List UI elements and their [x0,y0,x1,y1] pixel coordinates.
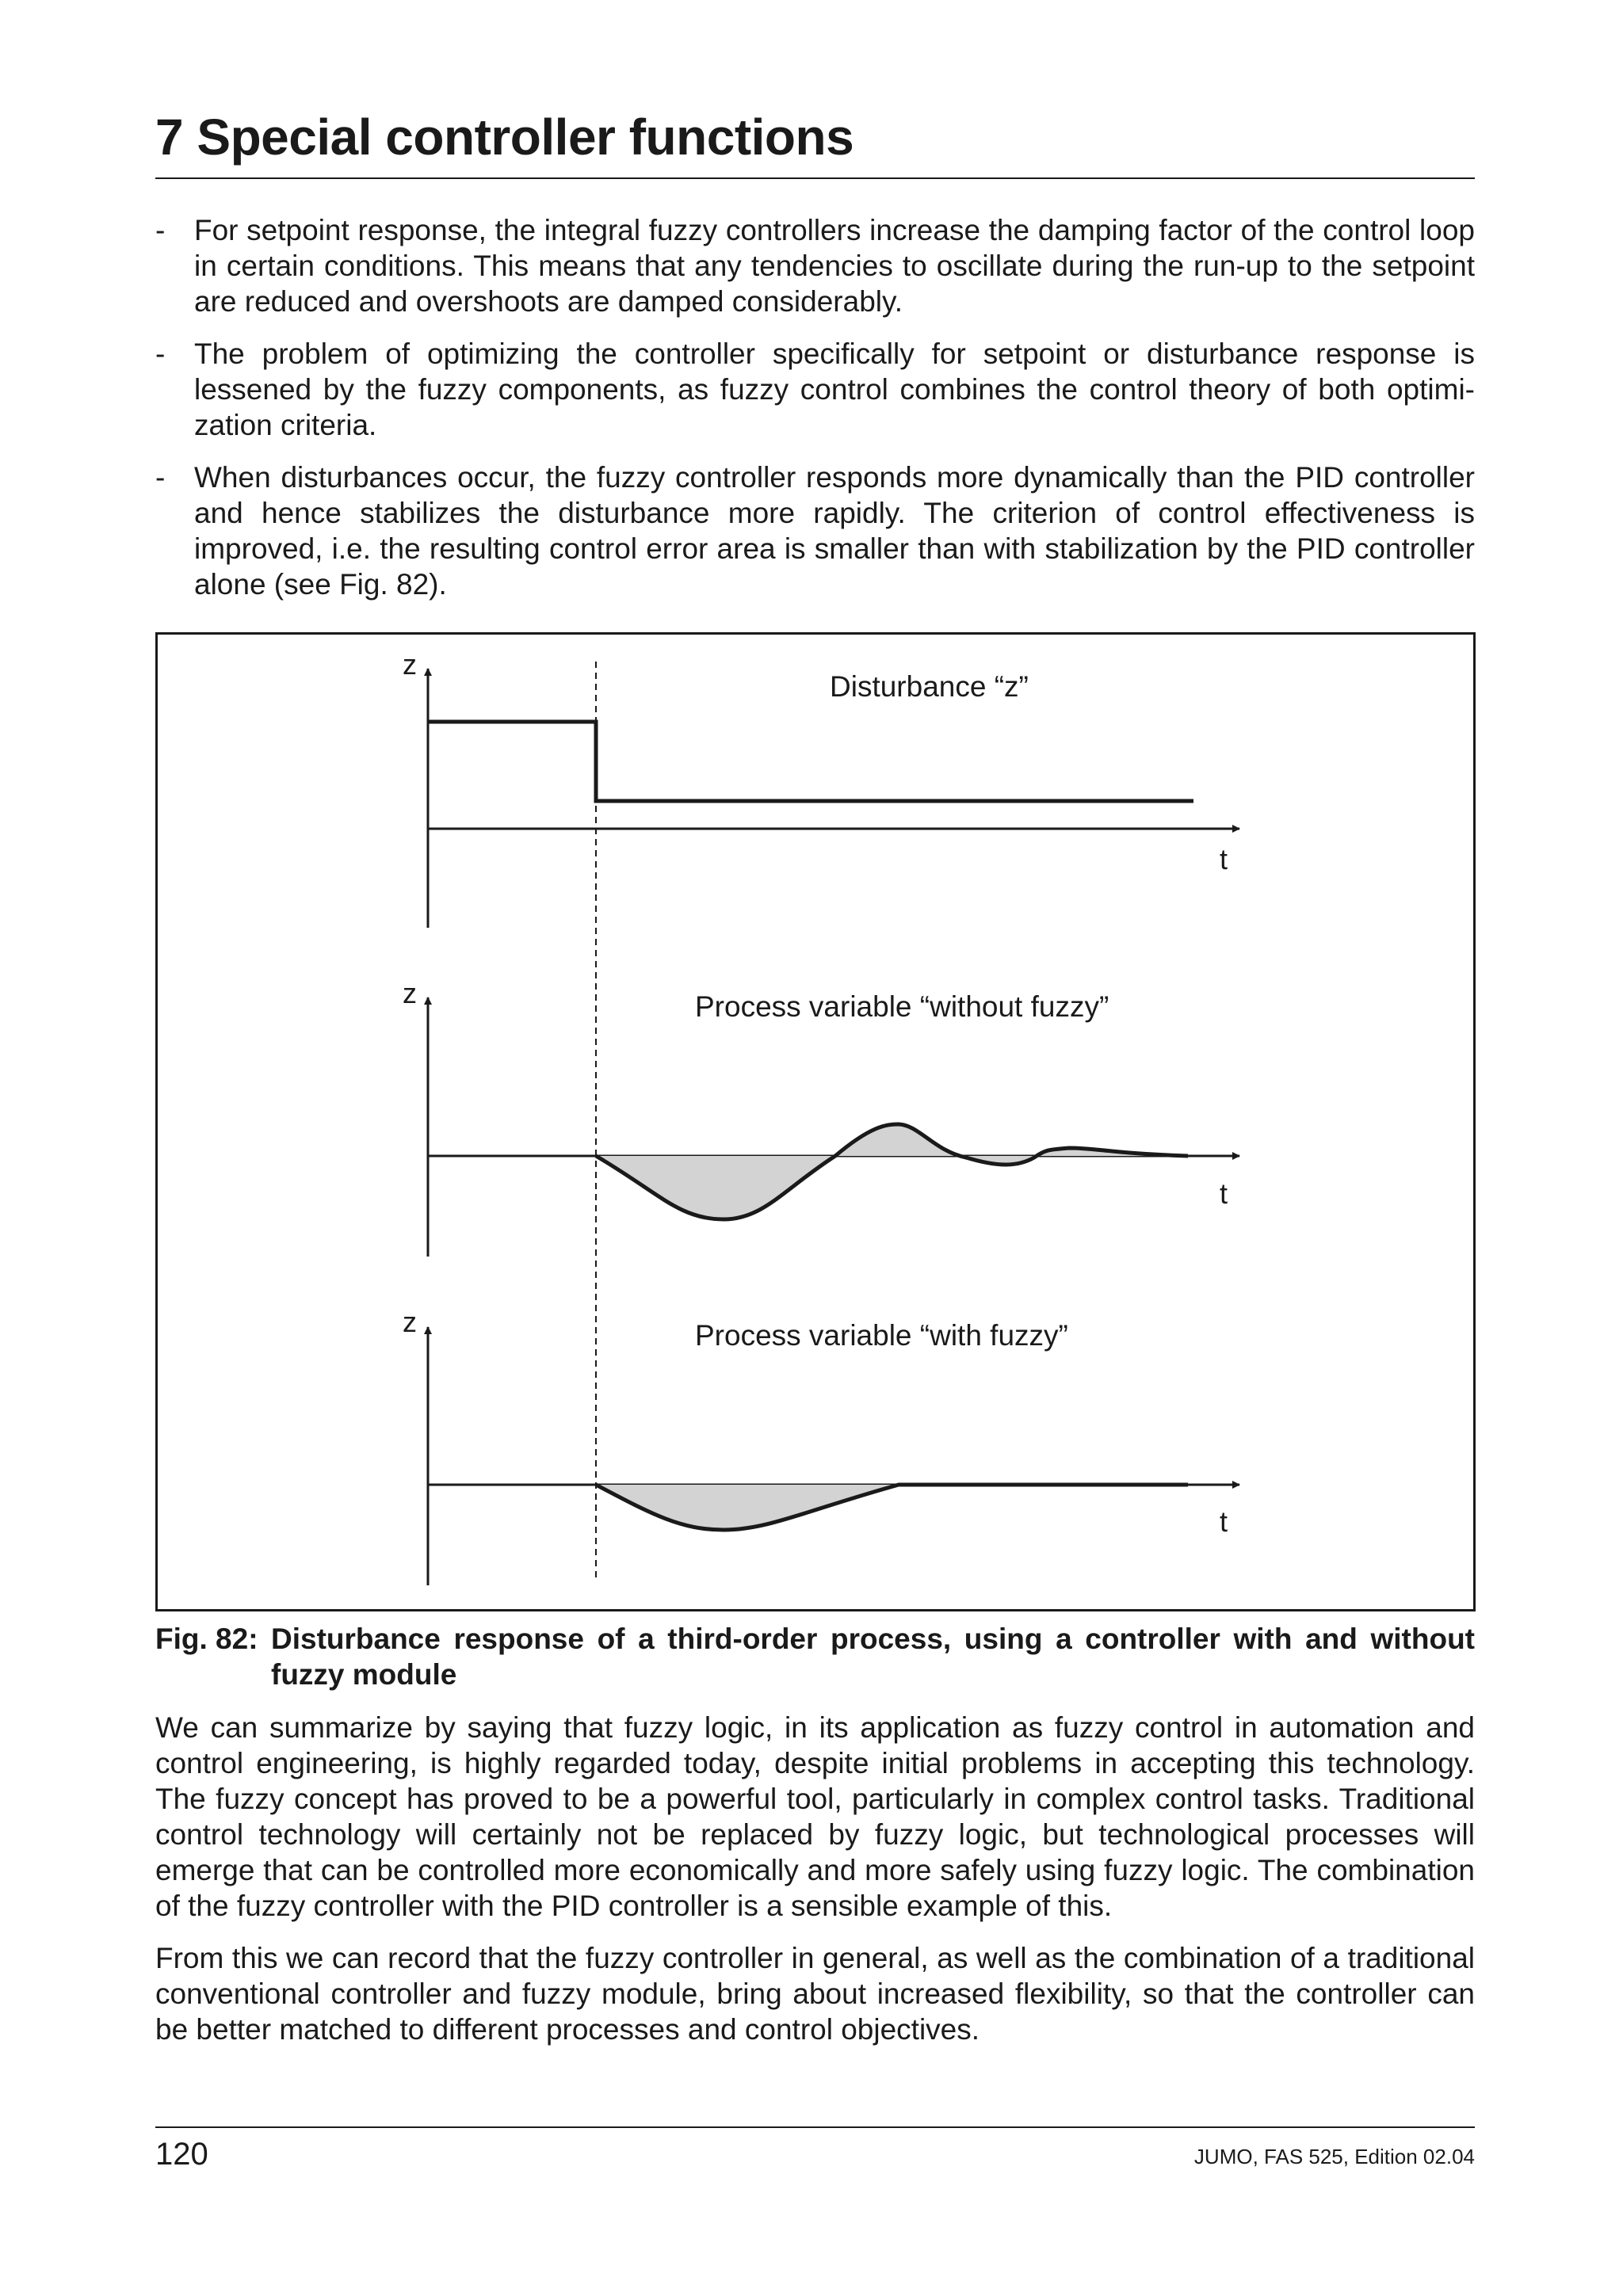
bullet-text: When disturbances occur, the fuzzy controller responds more dynamically than the PID controller and hence stabilizes the disturbance more rapidly. The criterion of control effectiveness is improved, i.e. the resulting control error area is smaller than with stabilization by the PID controller alone (see Fig. 82). [194,461,1475,601]
list-item [155,212,1475,319]
bullet-dash: - [155,461,166,494]
disturbance-step-line [428,722,1193,801]
panel-with-fuzzy [403,1306,1239,1585]
bullet-list [155,212,1475,619]
y-axis-label: z [403,648,417,681]
y-axis-label: z [403,977,417,1009]
figure-82 [155,632,1476,1611]
bullet-dash: - [155,338,166,370]
paragraph: From this we can record that the fuzzy controller in general, as well as the combination of a traditional conventional controller and fuzzy module, bring about increased flexibility, so that the controller can be better matched to different processes and control objectives. [155,1942,1475,2046]
page-number: 120 [155,2137,208,2172]
panel-disturbance [403,648,1239,928]
bullet-text: For setpoint response, the integral fuzzy controllers increase the damping factor of the control loop in certain conditions. This means that any tendencies to oscillate during the run-up to the setpoint are reduced and overshoots are damped considerably. [194,214,1475,318]
x-axis-label: t [1220,1505,1228,1538]
list-item [155,460,1475,602]
body-text [155,1710,1475,2064]
panel-title: Process variable “with fuzzy” [695,1319,1068,1352]
publication-info: JUMO, FAS 525, Edition 02.04 [1193,2145,1475,2168]
caption-number: Fig. 82: [155,1623,258,1655]
bullet-dash: - [155,214,166,246]
figure-caption [155,1621,1475,1692]
disturbance-diagram [158,635,1473,1609]
paragraph: We can summarize by saying that fuzzy logic, in its application as fuzzy control in automation and control engineering, is highly regarded today, despite initial problems in accepting this technology. The fuzzy concept has proved to be a powerful tool, particularly in complex control tasks. Traditional control technology will certainly not be replaced by fuzzy logic, but technological processes will emerge that can be controlled more economically and more safely using fuzzy logic. The combination of the fuzzy controller with the PID controller is a sensible example of this. [155,1711,1475,1922]
footer-divider [155,2126,1475,2128]
page-title: 7 Special controller functions [155,109,854,166]
panel-title: Disturbance “z” [830,670,1029,703]
x-axis-label: t [1220,843,1228,875]
x-axis-label: t [1220,1177,1228,1210]
title-divider [155,177,1475,179]
y-axis-label: z [403,1306,417,1338]
list-item [155,336,1475,443]
panel-without-fuzzy [403,977,1239,1257]
caption-text: Disturbance response of a third-order process, using a controller with and without fuzzy module [271,1623,1475,1691]
panel-title: Process variable “without fuzzy” [695,990,1109,1023]
control-error-area [596,1124,1188,1219]
bullet-text: The problem of optimizing the controller specifically for setpoint or disturbance response is lessened by the fuzzy components, as fuzzy control combines the control theory of both optimization criteria. [194,338,1475,441]
